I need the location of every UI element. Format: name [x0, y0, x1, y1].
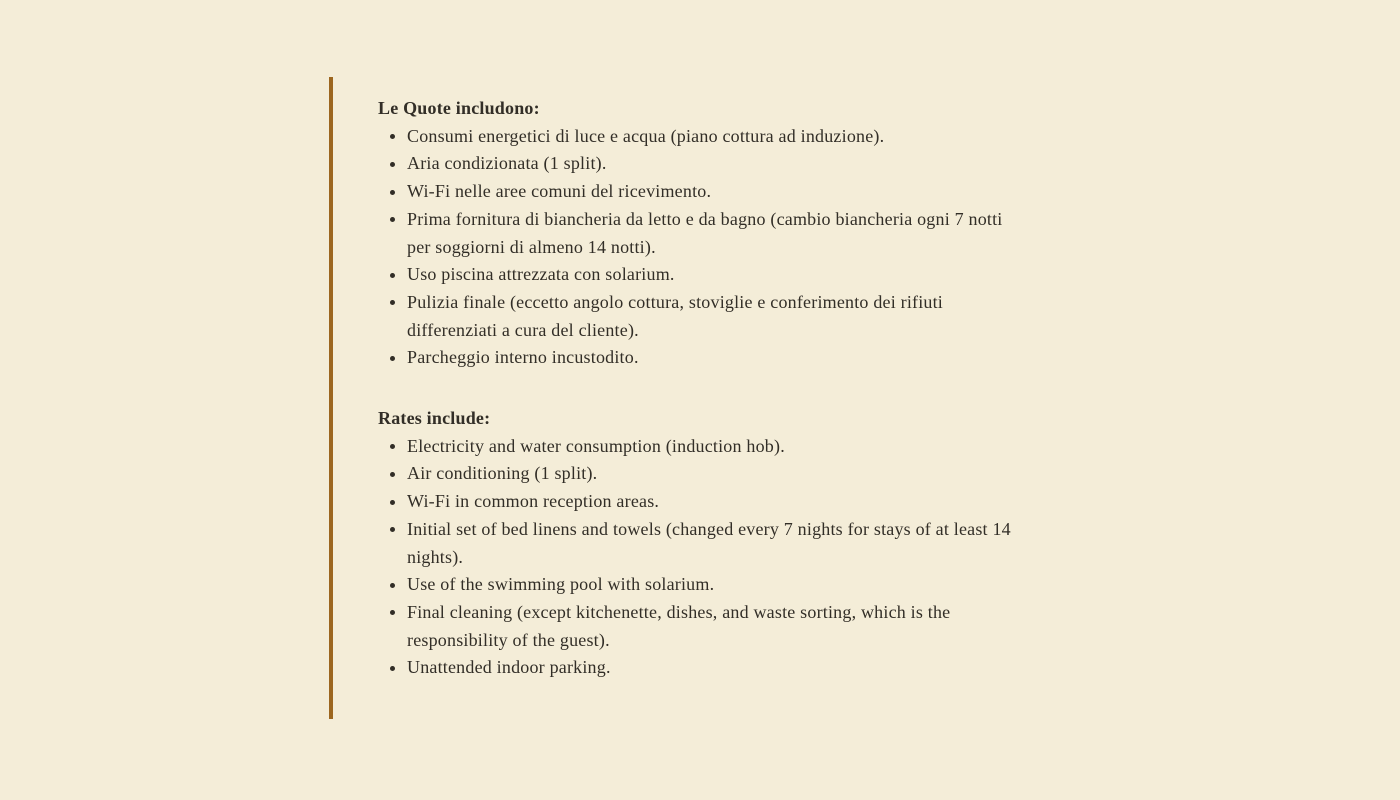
inclusions-list-italian	[378, 123, 1023, 372]
list-item: Use of the swimming pool with solarium.	[378, 571, 1023, 599]
section-heading-english: Rates include:	[378, 408, 491, 429]
rates-info-panel	[378, 95, 1023, 682]
list-item: Uso piscina attrezzata con solarium.	[378, 261, 1023, 289]
list-item: Electricity and water consumption (induction hob).	[378, 433, 1023, 461]
list-item: Consumi energetici di luce e acqua (piano cottura ad induzione).	[378, 123, 1023, 151]
accent-bar	[329, 77, 333, 719]
section-heading-italian: Le Quote includono:	[378, 98, 540, 118]
list-item: Parcheggio interno incustodito.	[378, 344, 1023, 372]
list-item: Pulizia finale (eccetto angolo cottura, stoviglie e conferimento dei rifiuti differenziati a cura del cliente).	[378, 289, 1023, 344]
list-item: Initial set of bed linens and towels (changed every 7 nights for stays of at least 14 nights).	[378, 516, 1023, 571]
list-item: Unattended indoor parking.	[378, 654, 1023, 682]
section-english-inclusions	[378, 405, 1023, 682]
list-item: Prima fornitura di biancheria da letto e da bagno (cambio biancheria ogni 7 notti per soggiorni di almeno 14 notti).	[378, 206, 1023, 261]
inclusions-list-english	[378, 433, 1023, 682]
list-item: Final cleaning (except kitchenette, dishes, and waste sorting, which is the responsibility of the guest).	[378, 599, 1023, 654]
list-item: Wi-Fi in common reception areas.	[378, 488, 1023, 516]
section-italian-inclusions	[378, 95, 1023, 372]
list-item: Wi-Fi nelle aree comuni del ricevimento.	[378, 178, 1023, 206]
list-item: Aria condizionata (1 split).	[378, 150, 1023, 178]
list-item: Air conditioning (1 split).	[378, 460, 1023, 488]
